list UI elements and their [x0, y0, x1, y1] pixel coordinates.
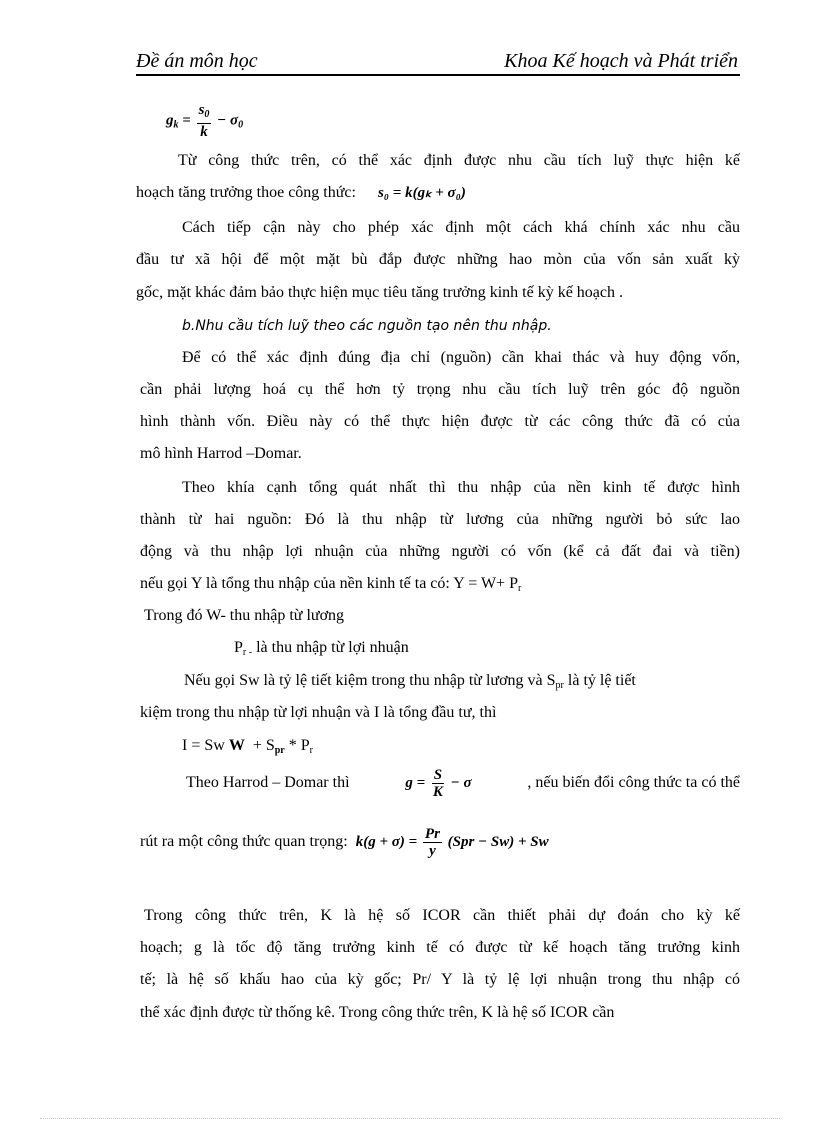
paragraph-line: hoạch tăng trưởng thoe công thức: s₀ = k(gₖ + σ₀) [136, 184, 466, 202]
paragraph-line: nếu gọi Y là tổng thu nhập của nền kinh tế ta có: $Y = W+ P_r$ [140, 575, 522, 594]
paragraph-line: mô hình Harrod –Domar. [140, 445, 302, 462]
formula-harrod-domar: g = $\frac{S}{K}$ − σ [405, 766, 472, 800]
paragraph-line: Trong công thức trên, K là hệ số ICOR cần thiết phải dự đoán cho kỳ kế [144, 907, 740, 924]
paragraph-line: cần phải lượng hoá cụ thể hơn tỷ trọng nhu cầu tích luỹ trên góc độ nguồn [140, 381, 740, 398]
page-header [136, 48, 740, 76]
formula-s0: s₀ = k(gₖ + σ₀) [377, 185, 466, 202]
paragraph-line: thể xác định được từ thống kê. Trong công thức trên, K là hệ số ICOR cần [140, 1004, 615, 1021]
formula-gk: $g_k$ = $\frac{s_0}{k}$ − $\sigma_0$ [166, 102, 244, 140]
paragraph-line: hình thành vốn. Điều này có thể thực hiện được từ các công thức đã có của [140, 413, 740, 430]
paragraph-line: hoạch; g là tốc độ tăng trưởng kinh tế có được từ kế hoạch tăng trưởng kinh [140, 939, 740, 956]
equation-investment: I = Sw $W + S_{pr} * P_r$ [182, 737, 313, 756]
paragraph-line: đầu tư xã hội để một mặt bù đắp được những hao mòn của vốn sản xuất kỳ [136, 251, 740, 268]
paragraph-line: tế; là hệ số khấu hao của kỳ gốc; Pr/ Y là tỷ lệ lợi nhuận trong thu nhập có [140, 971, 740, 988]
page-bottom-divider [40, 1118, 780, 1119]
paragraph-line: Nếu gọi Sw là tỷ lệ tiết kiệm trong thu nhập từ lương và $S_{pr}$ là tỷ lệ tiết [184, 672, 636, 691]
paragraph-line: gốc, mặt khác đảm bảo thực hiện mục tiêu tăng trưởng kinh tế kỳ kế hoạch . [136, 284, 623, 301]
paragraph-line: Cách tiếp cận này cho phép xác định một cách khá chính xác nhu cầu [182, 219, 740, 236]
header-course-title: Đề án môn học [136, 50, 258, 72]
paragraph-line: thành từ hai nguồn: Đó là thu nhập từ lương của những người bỏ sức lao [140, 511, 740, 528]
header-faculty-name: Khoa Kế hoạch và Phát triển [504, 50, 738, 72]
paragraph-line: động và thu nhập lợi nhuận của những người có vốn (kể cả đất đai và tiền) [140, 543, 740, 560]
paragraph-line: $P_{r -}$ là thu nhập từ lợi nhuận [234, 639, 409, 658]
paragraph-line: Theo khía cạnh tổng quát nhất thì thu nhập của nền kinh tế được hình [182, 479, 740, 496]
formula-key: k(g + σ) = $\frac{Pr}{y}$ (Spr − Sw) + Sw [355, 825, 549, 859]
paragraph-line: Từ công thức trên, có thể xác định được nhu cầu tích luỹ thực hiện kế [178, 152, 740, 169]
paragraph-line: rút ra một công thức quan trọng: k(g + σ) = $\frac{Pr}{y}$ (Spr − Sw) + Sw [140, 825, 549, 859]
paragraph-line: Theo Harrod – Domar thì g = $\frac{S}{K}$ − σ , nếu biến đổi công thức ta có thể [186, 766, 740, 800]
paragraph-line: kiệm trong thu nhập từ lợi nhuận và I là tổng đầu tư, thì [140, 704, 497, 721]
section-subheading: b.Nhu cầu tích luỹ theo các nguồn tạo nên thu nhập. [182, 318, 552, 334]
paragraph-line: Để có thể xác định đúng địa chỉ (nguồn) cần khai thác và huy động vốn, [182, 349, 740, 366]
paragraph-line: Trong đó W- thu nhập từ lương [144, 607, 345, 624]
